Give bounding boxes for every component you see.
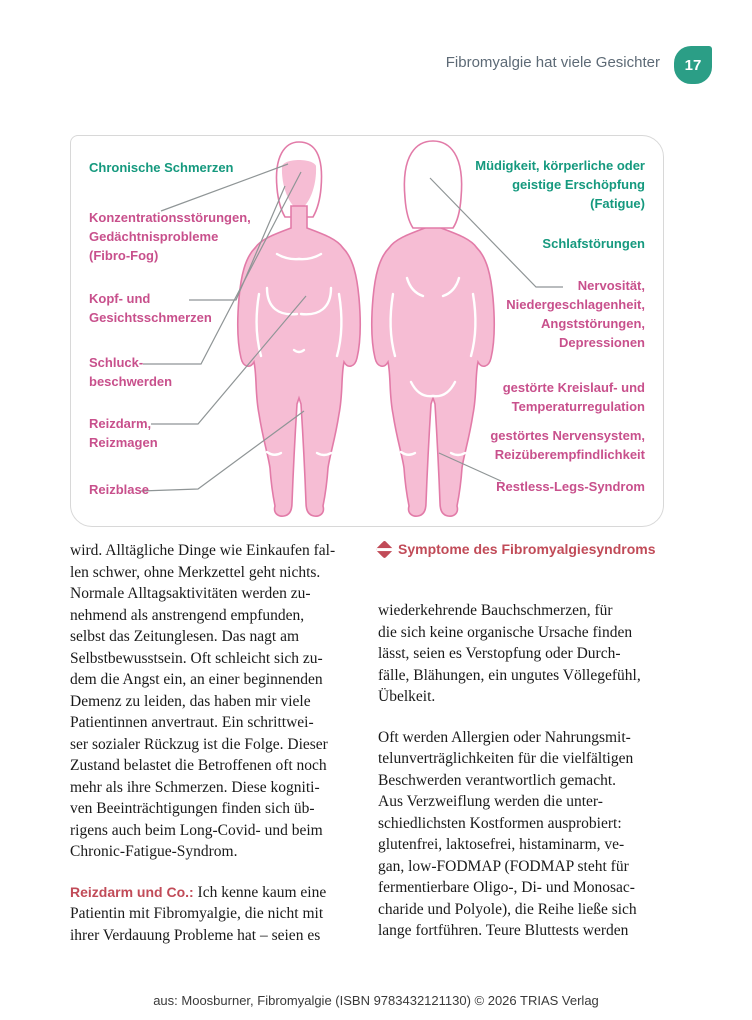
text-column-left bbox=[70, 540, 372, 946]
figure-caption-text: Symptome des Fibromyalgiesyndroms bbox=[398, 541, 656, 557]
paragraph-gap bbox=[378, 708, 680, 727]
paragraph-gap bbox=[70, 863, 372, 882]
label-muedigkeit: Müdigkeit, körperliche oder geistige Erschöpfung (Fatigue) bbox=[475, 158, 645, 211]
page-number-badge bbox=[674, 46, 712, 84]
back-hair bbox=[404, 141, 461, 228]
page-number: 17 bbox=[684, 56, 702, 74]
symptom-figure bbox=[70, 135, 664, 527]
label-nervositaet: Nervosität, Niedergeschlagenheit, Angststörungen, Depressionen bbox=[506, 278, 645, 350]
front-body bbox=[238, 142, 361, 516]
label-reizblase: Reizblase bbox=[89, 482, 149, 497]
label-kreislauf: gestörte Kreislauf- und Temperaturregulation bbox=[502, 380, 645, 414]
paragraph bbox=[70, 882, 372, 947]
label-schluckbeschwerden: Schluck- beschwerden bbox=[89, 355, 173, 389]
label-chronische-schmerzen: Chronische Schmerzen bbox=[89, 160, 234, 175]
paragraph-line-rest: Ich kenne kaum eine bbox=[193, 883, 327, 901]
label-reizdarm: Reizdarm, Reizmagen bbox=[89, 416, 158, 450]
imprint-footer: aus: Moosburner, Fibromyalgie (ISBN 9783432121130) © 2026 TRIAS Verlag bbox=[153, 993, 599, 1008]
double-chevron-up-icon bbox=[375, 540, 393, 558]
paragraph-line bbox=[70, 882, 372, 904]
figure-caption bbox=[378, 541, 656, 557]
label-nervensystem: gestörtes Nervensystem, Reizüberempfindlichkeit bbox=[490, 428, 645, 462]
text-column-right bbox=[378, 600, 680, 942]
label-kopfschmerzen: Kopf- und Gesichtsschmerzen bbox=[89, 291, 212, 325]
paragraph: wiederkehrende Bauchschmerzen, für die sich keine organische Ursache finden lässt, seien es Verstopfung oder Durch- fälle, Blähungen, ein ungutes Völlegefühl, Übelkeit. bbox=[378, 602, 641, 705]
paragraph: Oft werden Allergien oder Nahrungsmit- telunverträglichkeiten für die vielfältigen Beschwerden verantwortlich gemacht. Aus Verzweiflung werden die unter- schiedlichsten Kostformen ausprobiert: glutenfrei, laktosefrei, histaminarm, ve- gan, low-FODMAP (FODMAP steht für fermentierbare Oligo-, Di- und Monosac- charide und Polyole), die Reihe ließe sich lange fortführen. Teure Bluttests werden bbox=[378, 728, 637, 939]
running-header: Fibromyalgie hat viele Gesichter bbox=[445, 54, 660, 71]
paragraph-lead: Reizdarm und Co.: bbox=[70, 883, 194, 900]
paragraph-lines: Patientin mit Fibromyalgie, die nicht mit ihrer Verdauung Probleme hat – seien es bbox=[70, 905, 324, 944]
label-schlafstoerungen: Schlafstörungen bbox=[542, 236, 645, 251]
label-konzentrationsstoerungen: Konzentrationsstörungen, Gedächtnisprobleme (Fibro-Fog) bbox=[89, 210, 251, 263]
label-restless-legs: Restless-Legs-Syndrom bbox=[496, 479, 645, 494]
paragraph: wird. Alltägliche Dinge wie Einkaufen fal- len schwer, ohne Merkzettel geht nichts. Normale Alltagsaktivitäten werden zu- nehmend als anstrengend empfunden, selbst das Zeitunglesen. Das nagt am Selbstbewusstsein. Oft schleicht sich zu- dem die Angst ein, an einer beginnenden Demenz zu leiden, das haben mir viele Patientinnen anvertraut. Ein schrittwei- ser sozialer Rückzug ist die Folge. Dieser Zustand belastet die Betroffenen oft noch mehr als ihre Schmerzen. Diese kogniti- ven Beeinträchtigungen finden sich üb- rigens auch beim Long-Covid- und beim Chronic-Fatigue-Syndrom. bbox=[70, 542, 336, 860]
